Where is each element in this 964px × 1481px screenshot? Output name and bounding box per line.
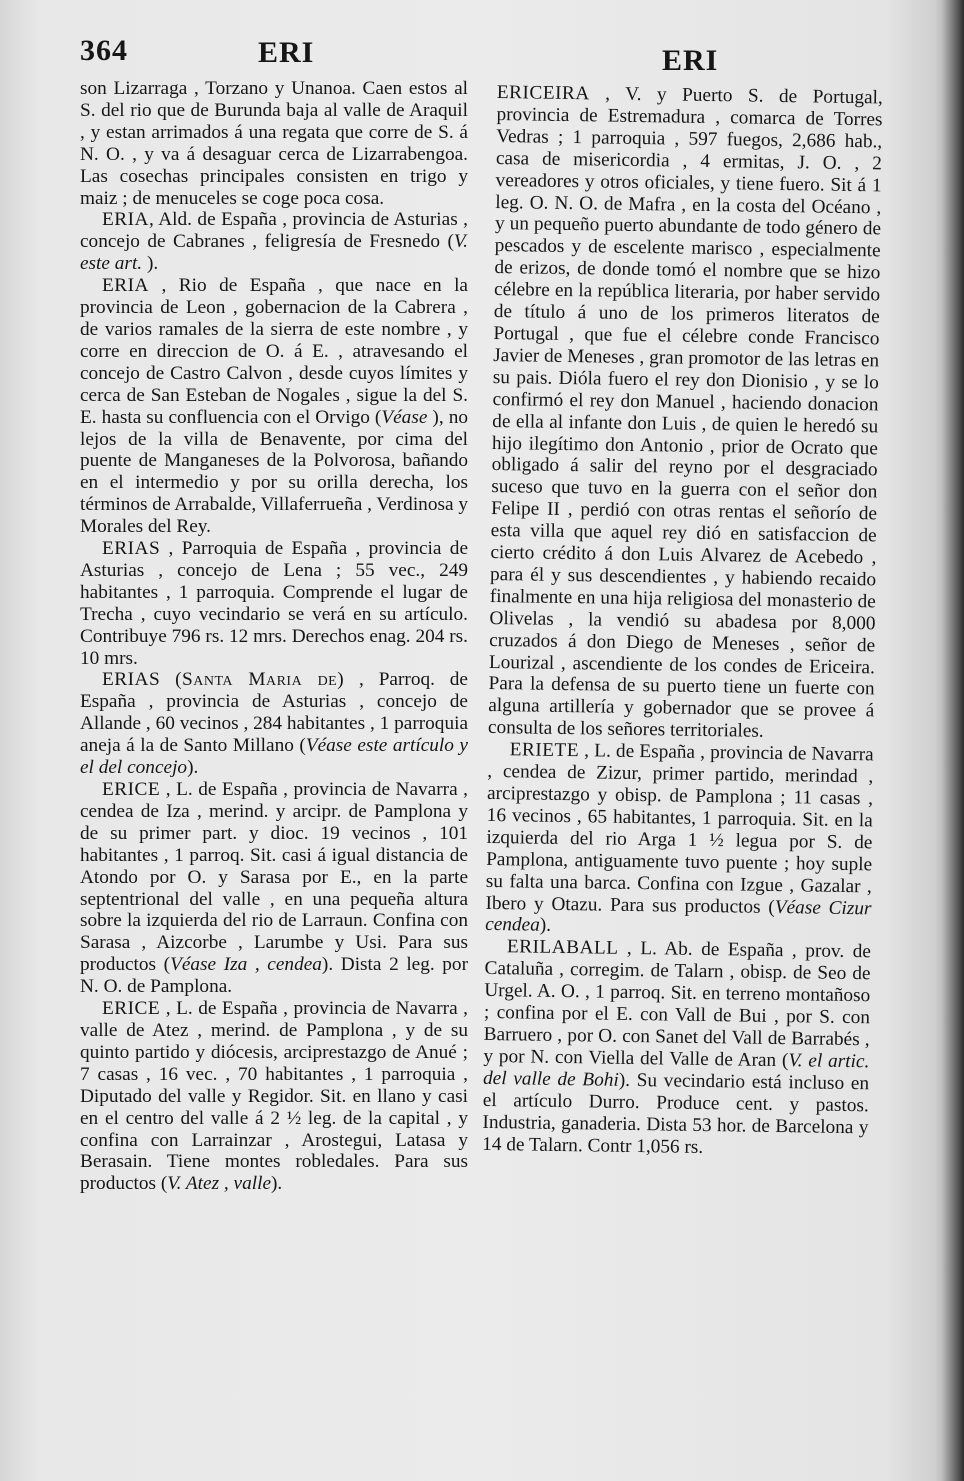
- entry-headword: ERIA: [102, 209, 149, 231]
- entry-headword: ERICE: [102, 779, 161, 800]
- entry-text: , Rio de España , que nace en la provincia de Leon , gobernacion de la Cabrera , de varios ramales de la sierra de este nombre , y corre en direccion de O. á E. , atravesando el concejo de Castro Calvon , desde cuyos límites y cerca de San Esteban de Nogales , sigue la del S. E. hasta su confluencia con el Orvigo (: [80, 275, 468, 428]
- entry-text: ).: [142, 253, 159, 275]
- entry-text: ). Dista 2 leg. por N. O. de Pamplona.: [80, 954, 468, 998]
- entry-headword: ERIAS: [102, 669, 161, 691]
- entry-headword: ERIAS: [102, 538, 161, 560]
- entry-erias-santa-maria: [80, 669, 468, 779]
- page-number: 364: [80, 34, 128, 67]
- entry-ericeira: [488, 82, 883, 745]
- entry-erice-atez: [80, 998, 468, 1195]
- left-column: [80, 78, 468, 1195]
- entry-text: , Parroq. de España , provincia de Asturias , concejo de Allande , 60 vecinos , 284 habitantes , 1 parroquia aneja á la de Santo Millano (: [80, 669, 468, 757]
- page-header: [80, 34, 940, 77]
- entry-text: , Ald. de España , provincia de Asturias , concejo de Cabranes , feligresía de Fresnedo (: [80, 209, 468, 253]
- entry-crossref: Véase Iza , cendea: [170, 954, 322, 976]
- entry-headword: ERICEIRA: [496, 82, 590, 105]
- entry-text: , L. de España , provincia de Navarra , cendea de Zizur, primer partido, merindad , arciprestazgo y obisp. de Pamplona ; 11 casas , 16 vecinos , 65 habitantes, 1 parroquia. Sit. en la izquierda del rio Arga 1 ½ legua por S. de Pamplona, antiguamente tuvo puente ; hoy suple su falta una barca. Confina con Izgue , Gazalar , Ibero y Otazu. Para sus productos (: [485, 740, 874, 918]
- entry-headword: ERIETE: [509, 739, 580, 762]
- entry-erilaball: [482, 936, 871, 1160]
- entry-text: , L. Ab. de España , prov. de Cataluña , corregim. de Talarn , obisp. de Seo de Urgel. A. O. , 1 parroq. Sit. en terreno montañoso ; confina por el E. con Vall de Bui , por S. con Barruero , por O. con Sanet del Vall de Barrabés , y por N. con Viella del Valle de Aran (: [483, 938, 872, 1072]
- entry-erias-lena: [80, 538, 468, 669]
- entry-text: , V. y Puerto S. de Portugal, provincia de Estremadura , comarca de Torres Vedras ; 1 parroquia , 597 fuegos, 2,686 hab., casa de misericordia , 4 ermitas, J. O. , 2 vereadores y otros oficiales, y tiene fuero. Sit á 1 leg. O. N. O. de Mafra , en la costa del Océano , y un pequeño puerto abundante de todo género de pescados y de escelente marisco , especialmente de erizos, de donde tomó el nombre que se hizo célebre en la república literaria, por haber servido de título á uno de los primeros literatos de Portugal , que fue el célebre conde Francisco Javier de Meneses , gran promotor de las letras en su pais. Dióla fuero el rey don Dionisio , y se lo confirmó el rey don Manuel , haciendo donacion de ella al infante don Luis , de quien le heredó su hijo ilegítimo don Antonio , prior de Ocrato que obligado á salir del reyno por el desgraciado suceso que tuvo en la guerra con el señor don Felipe II , perdió con otras rentas el señorío de esta villa que aquel rey dió en satisfaccion de cierto crédito á don Luis Alvarez de Acebedo , para él y sus descendientes , y habiendo recaido finalmente en una hija religiosa del monasterio de Olivelas , la vendió su abadesa por 8,000 cruzados á don Diego de Meneses , señor de Lourizal , ascendiente de los condes de Ericeira. Para la defensa de su puerto tiene un fuerte con alguna artillería y gobernador que se provee á consulta de los señores territoriales.: [487, 83, 883, 743]
- entry-headword: ERIA: [102, 275, 149, 297]
- entry-crossref: V. este art.: [80, 231, 468, 275]
- entry-text: ).: [539, 915, 552, 937]
- entry-erice-iza: [80, 779, 468, 998]
- running-head-left: ERI: [258, 36, 315, 69]
- entry-text: , L. de España , provincia de Navarra , valle de Atez , merind. de Pamplona , y de su quinto partido y diócesis, arciprestazgo de Anué ; 7 casas , 16 vec. , 70 habitantes , 1 parroquia , Diputado del valle y Regidor. Sit. en llano y casi en el centro del valle á 2 ½ leg. de la capital , y confina con Larrainzar , Arostegui, Latasa y Berasain. Tiene montes robledales. Para sus productos (: [80, 998, 468, 1195]
- entry-eria-aldea: [80, 209, 468, 275]
- entry-text: ).: [271, 1173, 283, 1195]
- entry-crossref: V. el artic. del valle de Bohi: [482, 1050, 870, 1091]
- entry-crossref: V. Atez , valle: [167, 1173, 272, 1195]
- entry-text: ).: [187, 757, 199, 779]
- continuation-text: son Lizarraga , Torzano y Unanoa. Caen estos al S. del rio que de Burunda baja al valle de Araquil , y estan arrimados á una regata que corre de S. á N. O. , y va á desaguar cerca de Lizarrabengoa. Las cosechas principales consisten en trigo y maiz ; de menuceles se coge poca cosa.: [80, 78, 468, 209]
- entry-text: , L. de España , provincia de Navarra , cendea de Iza , merind. y arcipr. de Pamplona y de su primer part. y dioc. 19 vecinos , 101 habitantes , 1 parroq. Sit. casi á igual distancia de Atondo por O. y Sarasa por E., en la parte septentrional del valle , en una pequeña altura sobre la izquierda del rio de Larraun. Confina con Sarasa , Aizcorbe , Larumbe y Usi. Para sus productos (: [80, 779, 468, 976]
- right-column: [482, 82, 883, 1161]
- running-head-right: ERI: [662, 44, 719, 77]
- book-spine-shadow: [942, 0, 964, 1481]
- entry-text: , Parroquia de España , provincia de Asturias , concejo de Lena ; 55 vec., 249 habitantes , 1 parroquia. Comprende el lugar de Trecha , cuyo vecindario se verá en su artículo. Contribuye 796 rs. 12 mrs. Derechos enag. 204 rs. 10 mrs.: [80, 538, 468, 669]
- entry-crossref: Véase: [381, 406, 428, 428]
- entry-headword: ERILABALL: [506, 936, 619, 960]
- entry-subtitle: (Santa Maria de): [175, 669, 345, 691]
- entry-eria-rio: [80, 275, 468, 538]
- entry-crossref: Véase este artículo y el del concejo: [80, 735, 468, 779]
- entry-eriete: [485, 739, 874, 942]
- entry-text: ), no lejos de la villa de Benavente, por cima del puente de Manganeses de la Polvorosa, bañando en el intermedio y por su orilla derecha, los términos de Arrabalde, Villaferrueña , Verdinosa y Morales del Rey.: [80, 406, 468, 538]
- entry-crossref: Véase Cizur cendea: [485, 896, 872, 937]
- entry-text: ). Su vecindario está incluso en el artículo Durro. Produce cent. y pastos. Industria, ganaderia. Dista 53 hor. de Barcelona y 14 de Talarn. Contr 1,056 rs.: [482, 1069, 870, 1158]
- entry-headword: ERICE: [102, 998, 161, 1020]
